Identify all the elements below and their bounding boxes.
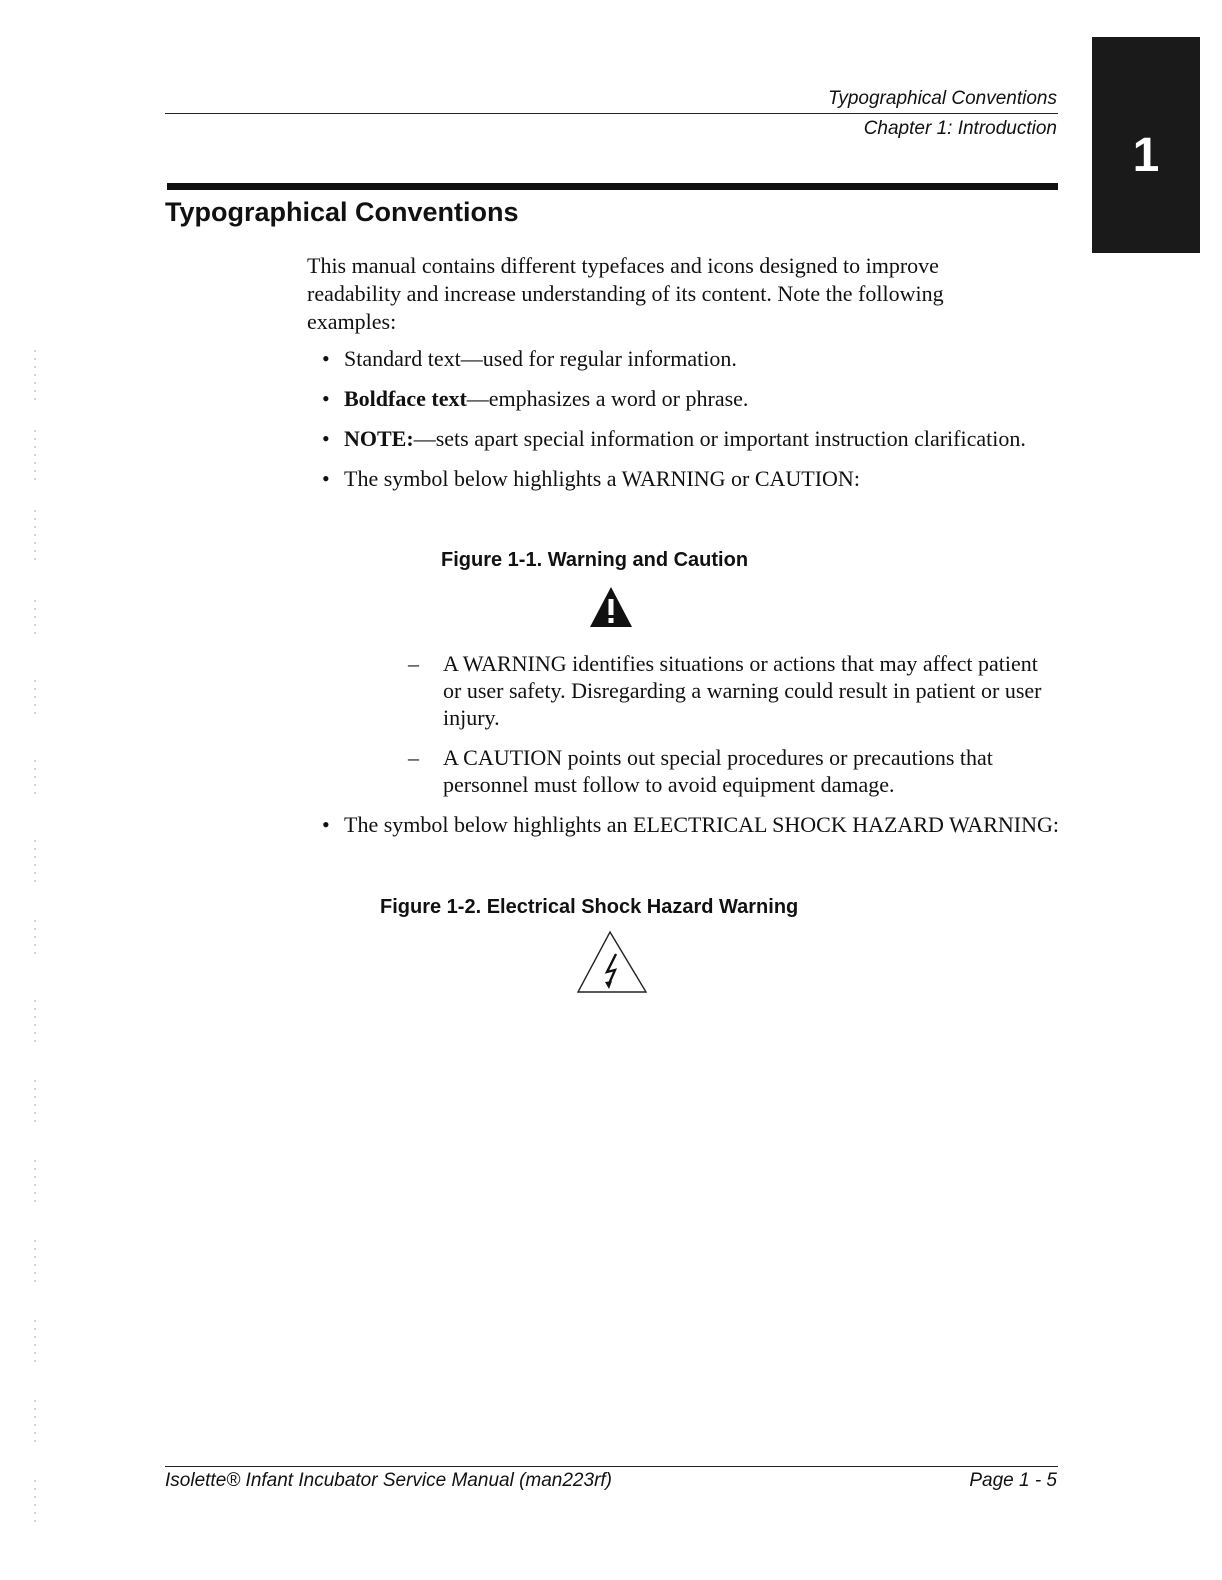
electrical-shock-hazard-icon (576, 930, 648, 994)
running-header-section: Typographical Conventions (828, 88, 1057, 109)
footer-manual-title: Isolette® Infant Incubator Service Manual (man223rf) (165, 1470, 613, 1491)
section-rule (167, 183, 1058, 190)
list-item: – A WARNING identifies situations or actions that may affect patient or user safety. Disregarding a warning could result in patient or user injury. (408, 650, 1048, 731)
chapter-tab (1092, 37, 1200, 253)
binder-marks (0, 0, 60, 1580)
warning-caution-definitions (408, 650, 1048, 811)
list-item: • Standard text—used for regular information. (322, 345, 1042, 372)
chapter-number: 1 (1132, 129, 1160, 182)
running-header-chapter: Chapter 1: Introduction (863, 118, 1057, 139)
header-rule (165, 113, 1058, 114)
list-item: – A CAUTION points out special procedures or precautions that personnel must follow to avoid equipment damage. (408, 744, 1048, 798)
figure-2-caption: Figure 1-2. Electrical Shock Hazard Warning (380, 896, 799, 918)
list-item: • Boldface text—emphasizes a word or phrase. (322, 385, 1042, 412)
page-number: Page 1 - 5 (969, 1470, 1057, 1491)
list-item: • The symbol below highlights a WARNING or CAUTION: (322, 465, 1042, 492)
figure-1-caption: Figure 1-1. Warning and Caution (441, 549, 749, 571)
list-item: • NOTE:—sets apart special information or important instruction clarification. (322, 425, 1042, 452)
section-title: Typographical Conventions (165, 197, 519, 227)
list-item: • The symbol below highlights an ELECTRICAL SHOCK HAZARD WARNING: (322, 811, 1064, 838)
footer-rule (165, 1466, 1058, 1467)
intro-paragraph: This manual contains different typefaces and icons designed to improve readability and increase understanding of its content. Note the following examples: (307, 253, 944, 334)
warning-triangle-icon (588, 585, 634, 629)
